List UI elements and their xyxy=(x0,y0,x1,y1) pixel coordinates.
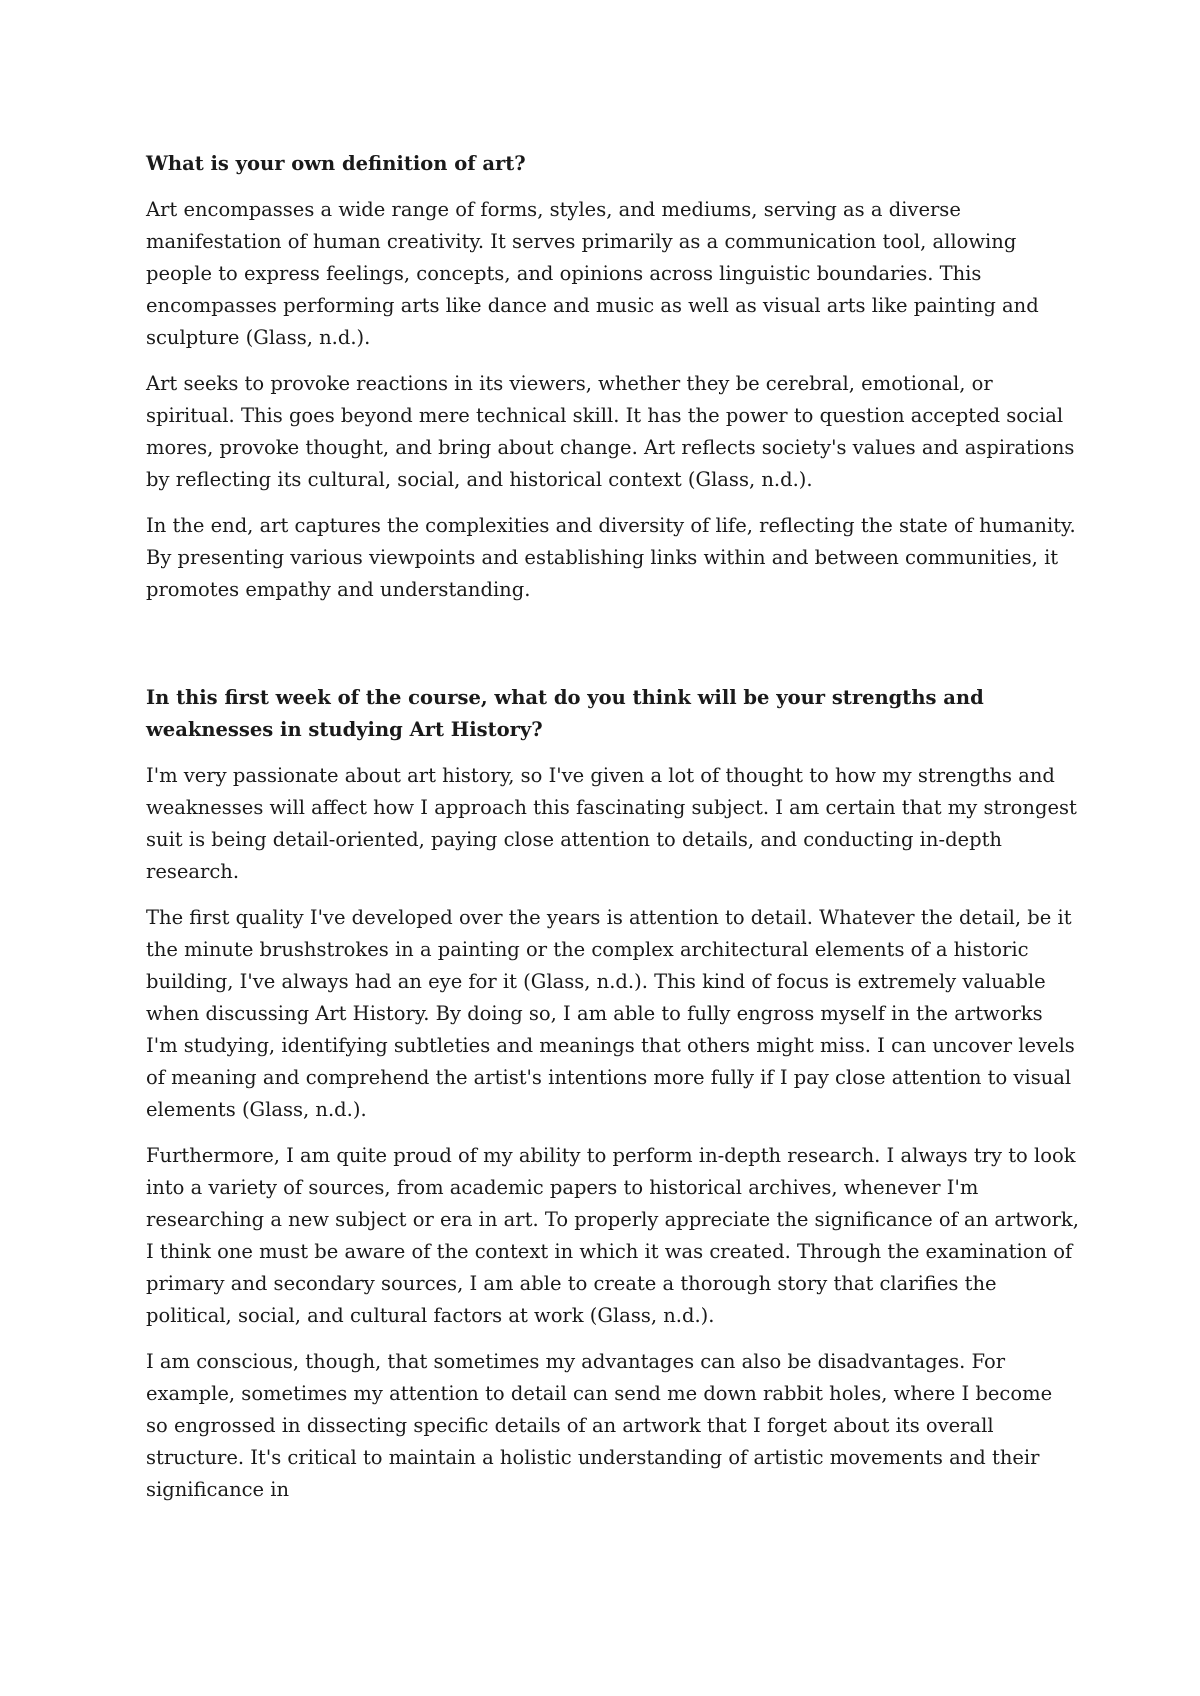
question-heading: What is your own definition of art? xyxy=(146,152,526,175)
paragraph: Art seeks to provoke reactions in its viewers, whether they be cerebral, emotional, or spiritual. This goes beyond mere technical skill. It has the power to question accepted social mores, provoke thought, and bring about change. Art reflects society's values and aspirations by reflecting its cultural, social, and historical context (Glass, n.d.). xyxy=(146,372,1075,491)
paragraph: I'm very passionate about art history, so I've given a lot of thought to how my strengths and weaknesses will affect how I approach this fascinating subject. I am certain that my strongest suit is being detail-oriented, paying close attention to details, and conducting in-depth research. xyxy=(146,764,1077,883)
paragraph: Art encompasses a wide range of forms, styles, and mediums, serving as a diverse manifestation of human creativity. It serves primarily as a communication tool, allowing people to express feelings, concepts, and opinions across linguistic boundaries. This encompasses performing arts like dance and music as well as visual arts like painting and sculpture (Glass, n.d.). xyxy=(146,198,1039,349)
section-definition-of-art xyxy=(146,148,1080,606)
question-heading: In this first week of the course, what do you think will be your strengths and weaknesses in studying Art History? xyxy=(146,686,984,741)
paragraph: I am conscious, though, that sometimes my advantages can also be disadvantages. For example, sometimes my attention to detail can send me down rabbit holes, where I become so engrossed in dissecting specific details of an artwork that I forget about its overall structure. It's critical to maintain a holistic understanding of artistic movements and their significance in xyxy=(146,1350,1053,1501)
section-spacer xyxy=(146,620,1080,682)
paragraph: In the end, art captures the complexities and diversity of life, reflecting the state of humanity. By presenting various viewpoints and establishing links within and between communities, it promotes empathy and understanding. xyxy=(146,514,1076,601)
paragraph: Furthermore, I am quite proud of my ability to perform in-depth research. I always try to look into a variety of sources, from academic papers to historical archives, whenever I'm researching a new subject or era in art. To properly appreciate the significance of an artwork, I think one must be aware of the context in which it was created. Through the examination of primary and secondary sources, I am able to create a thorough story that clarifies the political, social, and cultural factors at work (Glass, n.d.). xyxy=(146,1144,1079,1327)
section-strengths-weaknesses xyxy=(146,682,1080,1506)
paragraph: The first quality I've developed over the years is attention to detail. Whatever the detail, be it the minute brushstrokes in a painting or the complex architectural elements of a historic building, I've always had an eye for it (Glass, n.d.). This kind of focus is extremely valuable when discussing Art History. By doing so, I am able to fully engross myself in the artworks I'm studying, identifying subtleties and meanings that others might miss. I can uncover levels of meaning and comprehend the artist's intentions more fully if I pay close attention to visual elements (Glass, n.d.). xyxy=(146,906,1075,1121)
